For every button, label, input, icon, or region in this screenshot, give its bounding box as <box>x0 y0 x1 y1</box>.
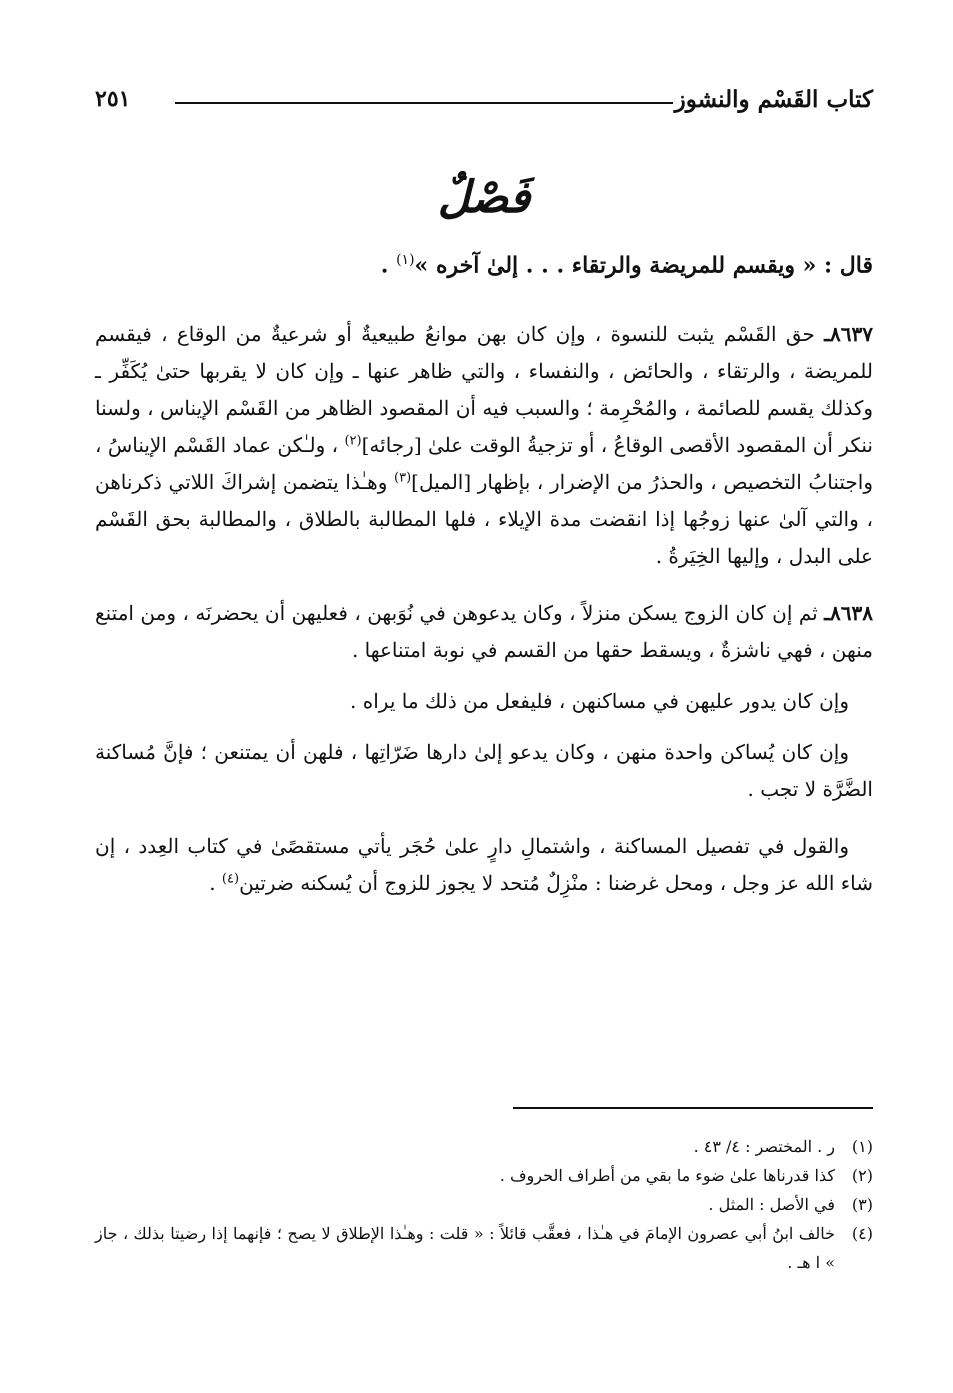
footnote-separator <box>513 1107 873 1109</box>
footnote-text: كذا قدرناها علىٰ ضوء ما بقي من أطراف الحروف . <box>499 1166 835 1185</box>
footnote-number: (٤) <box>851 1224 873 1243</box>
section-heading: فَصْلٌ <box>437 172 531 223</box>
paragraph-rotating: وإن كان يدور عليهن في مساكنهن ، فليفعل من ذلك ما يراه . <box>350 689 849 713</box>
header-rule <box>175 102 673 104</box>
footnote-item <box>95 1132 873 1161</box>
footnote-item <box>95 1219 873 1277</box>
paragraph-text: ، ولـٰكن عماد القَسْم الإيناسُ ، واجتنابُ التخصيص ، والحذرُ من الإضرار ، بإظهار [الميل] <box>95 433 874 494</box>
footnotes <box>95 1132 873 1277</box>
running-header <box>95 80 873 120</box>
paragraph-text-end: . <box>209 871 222 895</box>
book-title: كتاب القَسْم والنشوز <box>674 86 873 113</box>
paragraph-8637 <box>95 316 873 575</box>
paragraph-text: ثم إن كان الزوج يسكن منزلاً ، وكان يدعوهن في نُوَبهن ، فعليهن أن يحضرنَه ، ومن امتنع منهن ، فهي ناشزةٌ ، ويسقط حقها من القسم في نوبة امتناعها . <box>95 601 873 662</box>
book-page <box>95 80 873 1370</box>
paragraph-number: ٨٦٣٨ـ <box>824 601 873 625</box>
footnote-text: خالف ابنُ أبي عصرون الإمامَ في هـٰذا ، فعقَّب قائلاً : « قلت : وهـٰذا الإطلاق لا يصح ؛ فإنهما إذا رضيتا بذلك ، جاز » ا هـ . <box>95 1224 835 1272</box>
footnote-number: (٣) <box>851 1195 873 1214</box>
footnote-item <box>95 1161 873 1190</box>
footnote-ref-1: (١) <box>396 252 415 268</box>
paragraph-text: حق القَسْم يثبت للنسوة ، وإن كان بهن موانعُ طبيعيةٌ أو شرعيةٌ من الوقاع ، فيقسم للمريضة ، والرتقاء ، والحائض ، والنفساء ، والتي ظاهر عنها ـ وإن كان لا يقربها حتىٰ يُكَفِّر ـ وكذلك يقسم للصائمة ، والمُحْرِمة ؛ والسبب فيه أن المقصود الظاهر من القَسْم الإيناس ، ولسنا ننكر أن المقصود الأقصى الوقاعُ ، أو تزجيةُ الوقت علىٰ [رجائه] <box>95 322 873 457</box>
footnote-ref-4: (٤) <box>221 871 240 887</box>
footnote-ref-2: (٢) <box>344 433 362 449</box>
footnote-text: في الأصل : المثل . <box>708 1195 835 1214</box>
paragraph-number: ٨٦٣٧ـ <box>824 322 873 346</box>
paragraph-8638 <box>95 595 873 669</box>
footnote-number: (٢) <box>851 1166 873 1185</box>
quoted-text: قال : « ويقسم للمريضة والرتقاء . . . إلىٰ آخره » <box>414 252 873 279</box>
quoted-text-end: . <box>380 252 397 279</box>
quoted-text-line <box>95 252 873 278</box>
footnote-item <box>95 1190 873 1219</box>
page-number: ٢٥١ <box>95 86 131 112</box>
paragraph-dwelling-detail <box>95 828 873 902</box>
paragraph-text: وهـٰذا يتضمن إشراكَ اللاتي ذكرناهن ، والتي آلىٰ عنها زوجُها إذا انقضت مدة الإيلاء ، فلها المطالبة بالطلاق ، والمطالبة بحق القَسْم على البدل ، وإليها الخِيَرةُ . <box>95 470 873 568</box>
main-text <box>95 316 873 922</box>
footnote-text: ر . المختصر : ٤/ ٤٣ . <box>693 1137 835 1156</box>
footnote-ref-3: (٣) <box>394 470 412 486</box>
footnote-number: (١) <box>851 1137 873 1156</box>
paragraph-text: والقول في تفصيل المساكنة ، واشتمالِ دارٍ علىٰ حُجَر يأتي مستقصًىٰ في كتاب العِدد ، إن شاء الله عز وجل ، ومحل غرضنا : منْزِلٌ مُتحد لا يجوز للزوج أن يُسكنه ضرتين <box>95 834 873 895</box>
paragraph-cohabiting: وإن كان يُساكن واحدة منهن ، وكان يدعو إلىٰ دارها ضَرّاتِها ، فلهن أن يمتنعن ؛ فإنَّ مُساكنة الضَّرَّة لا تجب . <box>95 740 873 801</box>
